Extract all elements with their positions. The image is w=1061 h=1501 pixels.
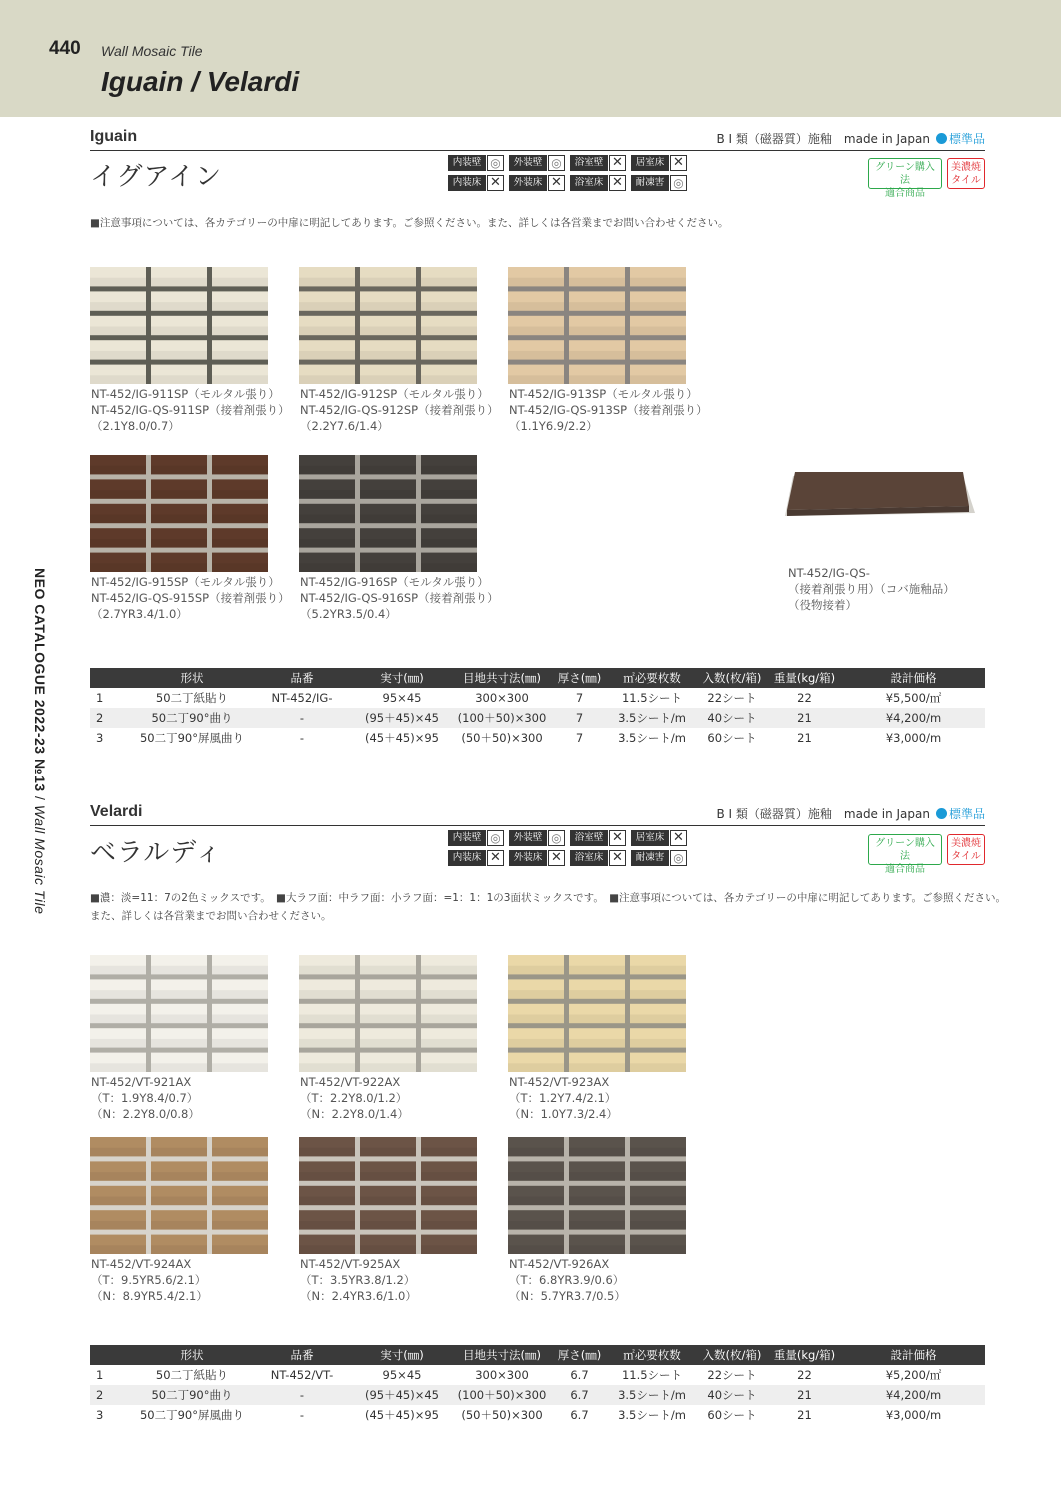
table-cell: 6.7 — [552, 1385, 607, 1405]
table-cell: (50＋50)×300 — [461, 1408, 543, 1422]
header-cell: 厚さ(㎜) — [552, 668, 607, 688]
caption-line: （N：1.0Y7.3/2.4） — [509, 1107, 618, 1121]
table-cell: 1 — [96, 691, 104, 705]
table-cell: 3 — [96, 731, 104, 745]
caption-line: NT-452/VT-924AX — [91, 1257, 192, 1271]
caption-line: （T：9.5YR5.6/2.1） — [91, 1273, 207, 1287]
table-cell: (100＋50)×300 — [452, 708, 552, 728]
iguain-name: Iguain — [90, 128, 138, 145]
table-cell: - — [299, 731, 305, 745]
table-cell: 7 — [575, 691, 584, 705]
side-category: Wall Mosaic Tile — [32, 804, 48, 915]
header-cell: 設計価格 — [842, 1345, 985, 1365]
side-catalogue-label — [28, 568, 48, 948]
table-cell: (100＋50)×300 — [452, 1385, 552, 1405]
table-cell: 21 — [797, 731, 812, 745]
iguain-tile-swatch — [299, 267, 477, 384]
table-cell: - — [299, 1408, 305, 1422]
category-label: Wall Mosaic Tile — [101, 43, 203, 59]
caption-line: （接着剤張り用）（コバ施釉品） — [788, 582, 955, 596]
usage-label: 外装壁 — [509, 830, 547, 846]
usage-cell — [448, 830, 505, 846]
caption-line: NT-452/IG-912SP（モルタル張り） — [300, 387, 489, 401]
accessory-tile-image — [783, 468, 979, 528]
table-cell: 7 — [575, 731, 584, 745]
green-badge-line2: 適合商品 — [885, 188, 925, 199]
table-cell: 3.5シート/m — [607, 708, 697, 728]
velardi-std-label: 標準品 — [948, 807, 985, 821]
table-cell: (95＋45)×45 — [352, 708, 452, 728]
caption-line: （5.2YR3.5/0.4） — [300, 607, 397, 621]
red-badge-line2: タイル — [951, 851, 981, 862]
usage-cell — [448, 175, 505, 191]
header-cell: ㎡必要枚数 — [607, 668, 697, 688]
red-badge-line1: 美濃焼 — [951, 162, 981, 173]
velardi-name: Velardi — [90, 803, 143, 820]
velardi-tile-swatch — [299, 1137, 477, 1254]
usage-label: 耐凍害 — [631, 175, 669, 191]
table-cell: 60シート — [707, 1408, 757, 1422]
caption-line: NT-452/IG-QS-915SP（接着剤張り） — [91, 591, 290, 605]
usage-cell — [631, 175, 688, 191]
caption-line: NT-452/IG-QS-913SP（接着剤張り） — [509, 403, 708, 417]
standard-dot-icon — [936, 808, 947, 819]
usage-cell — [509, 175, 566, 191]
usage-label: 外装床 — [509, 175, 547, 191]
caption-line: NT-452/IG-916SP（モルタル張り） — [300, 575, 489, 589]
table-row — [90, 1405, 985, 1425]
caption-line: （N：2.2Y8.0/0.8） — [91, 1107, 200, 1121]
table-cell: 7 — [552, 708, 607, 728]
caption-line: NT-452/VT-926AX — [509, 1257, 610, 1271]
usage-cell — [448, 155, 505, 171]
table-cell: 22シート — [707, 691, 757, 705]
velardi-note-line2: また、詳しくは各営業までお問い合わせください。 — [90, 910, 332, 922]
cross-icon: ✕ — [670, 830, 687, 846]
table-cell: ¥4,200/m — [842, 708, 985, 728]
table-cell: 60シート — [707, 731, 757, 745]
table-cell: 22 — [797, 1368, 812, 1382]
table-cell: 3.5シート/m — [618, 731, 686, 745]
caption-line: （役物接着） — [788, 598, 857, 612]
usage-label: 浴室壁 — [570, 155, 608, 171]
usage-cell — [631, 155, 688, 171]
usage-cell — [570, 830, 627, 846]
caption-line: （2.1Y8.0/0.7） — [91, 419, 180, 433]
usage-label: 居室床 — [631, 830, 669, 846]
cross-icon: ✕ — [487, 850, 504, 866]
table-cell: 50二丁90°屏風曲り — [139, 731, 245, 745]
velardi-note-line1: ■濃：淡=11：7の2色ミックスです。 ■大ラフ面：中ラフ面：小ラフ面：=1：1：1の3面状ミックスです。 ■注意事項については、各カテゴリーの中扉に明記してあります。ご参照ください。 — [90, 892, 1007, 904]
cross-icon: ✕ — [670, 155, 687, 171]
header-cell: 目地共寸法(㎜) — [452, 1345, 552, 1365]
green-badge-line1: グリーン購入法 — [875, 838, 935, 862]
header-cell: 実寸(㎜) — [352, 668, 452, 688]
velardi-spec-table — [90, 1345, 985, 1425]
header-cell: 設計価格 — [842, 668, 985, 688]
table-cell: 6.7 — [570, 1368, 589, 1382]
velardi-section-header — [90, 799, 985, 826]
red-badge-line2: タイル — [951, 175, 981, 186]
caption-line: NT-452/IG-915SP（モルタル張り） — [91, 575, 280, 589]
usage-label: 居室床 — [631, 155, 669, 171]
table-cell: (45＋45)×95 — [364, 1408, 439, 1422]
table-cell: 50二丁紙貼り — [155, 691, 229, 705]
green-badge-line2: 適合商品 — [885, 864, 925, 875]
cross-icon: ✕ — [548, 175, 565, 191]
table-cell: 2 — [90, 1385, 132, 1405]
table-cell: 3 — [96, 1408, 104, 1422]
table-row — [90, 688, 985, 708]
caption-line: （1.1Y6.9/2.2） — [509, 419, 598, 433]
header-cell: 重量(kg/箱) — [767, 668, 842, 688]
usage-cell — [631, 830, 688, 846]
usage-label: 外装床 — [509, 850, 547, 866]
iguain-tile-swatch — [90, 267, 268, 384]
header-cell: 品番 — [252, 1345, 352, 1365]
caption-line: （N：8.9YR5.4/2.1） — [91, 1289, 208, 1303]
green-purchase-badge — [868, 834, 942, 875]
caption-line: （T：3.5YR3.8/1.2） — [300, 1273, 416, 1287]
usage-label: 浴室床 — [570, 850, 608, 866]
accessory-caption — [788, 565, 955, 613]
table-cell: ¥3,000/m — [885, 1408, 942, 1422]
header-cell: 入数(枚/箱) — [697, 668, 767, 688]
usage-cell — [448, 850, 505, 866]
table-cell: 95×45 — [382, 691, 422, 705]
usage-cell — [570, 155, 627, 171]
table-cell: 2 — [90, 708, 132, 728]
usage-cell — [509, 155, 566, 171]
table-row — [90, 1365, 985, 1385]
table-cell: (50＋50)×300 — [461, 731, 543, 745]
velardi-meta — [717, 805, 986, 822]
table-cell: - — [252, 708, 352, 728]
velardi-jp-name: ベラルディ — [90, 838, 223, 868]
table-cell: 11.5シート — [621, 1368, 683, 1382]
iguain-tile-caption — [91, 386, 290, 434]
caption-line: （N：2.4YR3.6/1.0） — [300, 1289, 417, 1303]
iguain-tile-swatch — [508, 267, 686, 384]
green-purchase-badge — [868, 158, 942, 199]
usage-label: 内装壁 — [448, 155, 486, 171]
usage-cell — [570, 175, 627, 191]
velardi-tile-swatch — [508, 955, 686, 1072]
iguain-tile-caption — [509, 386, 708, 434]
cross-icon: ✕ — [548, 850, 565, 866]
caption-line: NT-452/IG-911SP（モルタル張り） — [91, 387, 280, 401]
green-badge-line1: グリーン購入法 — [875, 162, 935, 186]
table-cell: NT-452/VT- — [270, 1368, 334, 1382]
table-cell: (45＋45)×95 — [364, 731, 439, 745]
table-cell: ¥4,200/m — [842, 1385, 985, 1405]
table-cell: 3.5シート/m — [618, 1408, 686, 1422]
usage-label: 浴室壁 — [570, 830, 608, 846]
caption-line: （N：5.7YR3.7/0.5） — [509, 1289, 626, 1303]
caption-line: NT-452/IG-QS-911SP（接着剤張り） — [91, 403, 290, 417]
mino-tile-badge — [947, 158, 985, 189]
cross-icon: ✕ — [487, 175, 504, 191]
table-header-row — [90, 1345, 985, 1365]
table-cell: 3.5シート/m — [607, 1385, 697, 1405]
table-cell: (95＋45)×45 — [352, 1385, 452, 1405]
table-cell: 6.7 — [570, 1408, 589, 1422]
caption-line: （T：2.2Y8.0/1.2） — [300, 1091, 408, 1105]
header-cell: ㎡必要枚数 — [607, 1345, 697, 1365]
caption-line: （2.7YR3.4/1.0） — [91, 607, 188, 621]
usage-cell — [509, 830, 566, 846]
table-row — [90, 708, 985, 728]
table-cell: 50二丁90°曲り — [132, 708, 252, 728]
caption-line: （2.2Y7.6/1.4） — [300, 419, 389, 433]
header-cell: 実寸(㎜) — [352, 1345, 452, 1365]
caption-line: （N：2.2Y8.0/1.4） — [300, 1107, 409, 1121]
red-badge-line1: 美濃焼 — [951, 838, 981, 849]
iguain-tile-swatch — [90, 455, 268, 572]
header-cell: 形状 — [132, 668, 252, 688]
velardi-tile-caption — [509, 1074, 618, 1122]
usage-cell — [509, 850, 566, 866]
iguain-tile-caption — [300, 386, 499, 434]
double-circle-icon: ◎ — [548, 155, 565, 171]
table-header-row — [90, 668, 985, 688]
header-cell — [90, 668, 132, 688]
velardi-note — [90, 889, 1006, 925]
double-circle-icon: ◎ — [487, 155, 504, 171]
table-cell: 50二丁90°曲り — [132, 1385, 252, 1405]
header-cell: 厚さ(㎜) — [552, 1345, 607, 1365]
usage-label: 浴室床 — [570, 175, 608, 191]
table-row — [90, 1385, 985, 1405]
table-cell: 40シート — [697, 1385, 767, 1405]
table-cell: ¥3,000/m — [885, 731, 942, 745]
cross-icon: ✕ — [609, 155, 626, 171]
table-cell: ¥5,200/㎡ — [885, 1368, 942, 1382]
velardi-tile-swatch — [299, 955, 477, 1072]
caption-line: NT-452/VT-921AX — [91, 1075, 192, 1089]
iguain-meta — [717, 130, 986, 147]
usage-cell — [570, 850, 627, 866]
header-cell: 重量(kg/箱) — [767, 1345, 842, 1365]
velardi-tile-caption — [91, 1074, 200, 1122]
table-cell: 50二丁90°屏風曲り — [139, 1408, 245, 1422]
cross-icon: ✕ — [609, 830, 626, 846]
table-row — [90, 728, 985, 748]
table-cell: 95×45 — [382, 1368, 422, 1382]
table-cell: ¥5,500/㎡ — [885, 691, 942, 705]
header-cell: 目地共寸法(㎜) — [452, 668, 552, 688]
velardi-tile-swatch — [90, 1137, 268, 1254]
caption-line: NT-452/IG-QS- — [788, 566, 870, 580]
iguain-jp-name: イグアイン — [90, 162, 223, 192]
table-cell: NT-452/IG- — [271, 691, 333, 705]
usage-label: 耐凍害 — [631, 850, 669, 866]
mino-tile-badge — [947, 834, 985, 865]
usage-label: 内装壁 — [448, 830, 486, 846]
velardi-tile-caption — [300, 1256, 417, 1304]
velardi-tile-swatch — [508, 1137, 686, 1254]
page-number: 440 — [49, 38, 81, 59]
page-title: Iguain / Velardi — [101, 66, 300, 97]
usage-cell — [631, 850, 688, 866]
usage-label: 内装床 — [448, 175, 486, 191]
double-circle-icon: ◎ — [548, 830, 565, 846]
header-cell: 入数(枚/箱) — [697, 1345, 767, 1365]
double-circle-icon: ◎ — [670, 175, 687, 191]
usage-label: 内装床 — [448, 850, 486, 866]
caption-line: NT-452/VT-923AX — [509, 1075, 610, 1089]
velardi-tile-caption — [509, 1256, 626, 1304]
table-cell: 300×300 — [475, 691, 529, 705]
iguain-note: ■注意事項については、各カテゴリーの中扉に明記してあります。ご参照ください。また、詳しくは各営業までお問い合わせください。 — [90, 217, 729, 229]
page-header — [0, 0, 1061, 117]
iguain-tile-caption — [91, 574, 290, 622]
iguain-spec-table — [90, 668, 985, 748]
velardi-tile-caption — [91, 1256, 208, 1304]
iguain-tile-swatch — [299, 455, 477, 572]
header-cell: 形状 — [132, 1345, 252, 1365]
table-cell: 22シート — [707, 1368, 757, 1382]
table-cell: 1 — [96, 1368, 104, 1382]
caption-line: （T：1.2Y7.4/2.1） — [509, 1091, 617, 1105]
side-catalogue-name: NEO CATALOGUE 2022-23 №13 — [32, 568, 48, 792]
caption-line: （T：6.8YR3.9/0.6） — [509, 1273, 625, 1287]
table-cell: 300×300 — [475, 1368, 529, 1382]
table-cell: 50二丁紙貼り — [155, 1368, 229, 1382]
table-cell: 21 — [797, 1408, 812, 1422]
caption-line: （T：1.9Y8.4/0.7） — [91, 1091, 199, 1105]
double-circle-icon: ◎ — [487, 830, 504, 846]
table-cell: 11.5シート — [621, 691, 683, 705]
velardi-tile-caption — [300, 1074, 409, 1122]
velardi-tile-swatch — [90, 955, 268, 1072]
side-separator: / — [32, 791, 48, 805]
header-cell — [90, 1345, 132, 1365]
cross-icon: ✕ — [609, 850, 626, 866]
caption-line: NT-452/VT-922AX — [300, 1075, 401, 1089]
double-circle-icon: ◎ — [670, 850, 687, 866]
caption-line: NT-452/IG-QS-912SP（接着剤張り） — [300, 403, 499, 417]
table-cell: 22 — [797, 691, 812, 705]
usage-label: 外装壁 — [509, 155, 547, 171]
table-cell: 40シート — [697, 708, 767, 728]
cross-icon: ✕ — [609, 175, 626, 191]
iguain-meta-text: B Ⅰ 類（磁器質）施釉 made in Japan — [716, 132, 930, 146]
table-cell: 21 — [767, 1385, 842, 1405]
iguain-tile-caption — [300, 574, 499, 622]
velardi-meta-text: B Ⅰ 類（磁器質）施釉 made in Japan — [716, 807, 930, 821]
caption-line: NT-452/IG-913SP（モルタル張り） — [509, 387, 698, 401]
table-cell: 21 — [767, 708, 842, 728]
iguain-std-label: 標準品 — [948, 132, 985, 146]
caption-line: NT-452/VT-925AX — [300, 1257, 401, 1271]
caption-line: NT-452/IG-QS-916SP（接着剤張り） — [300, 591, 499, 605]
iguain-section-header — [90, 124, 985, 151]
table-cell: - — [252, 1385, 352, 1405]
standard-dot-icon — [936, 133, 947, 144]
header-cell: 品番 — [252, 668, 352, 688]
